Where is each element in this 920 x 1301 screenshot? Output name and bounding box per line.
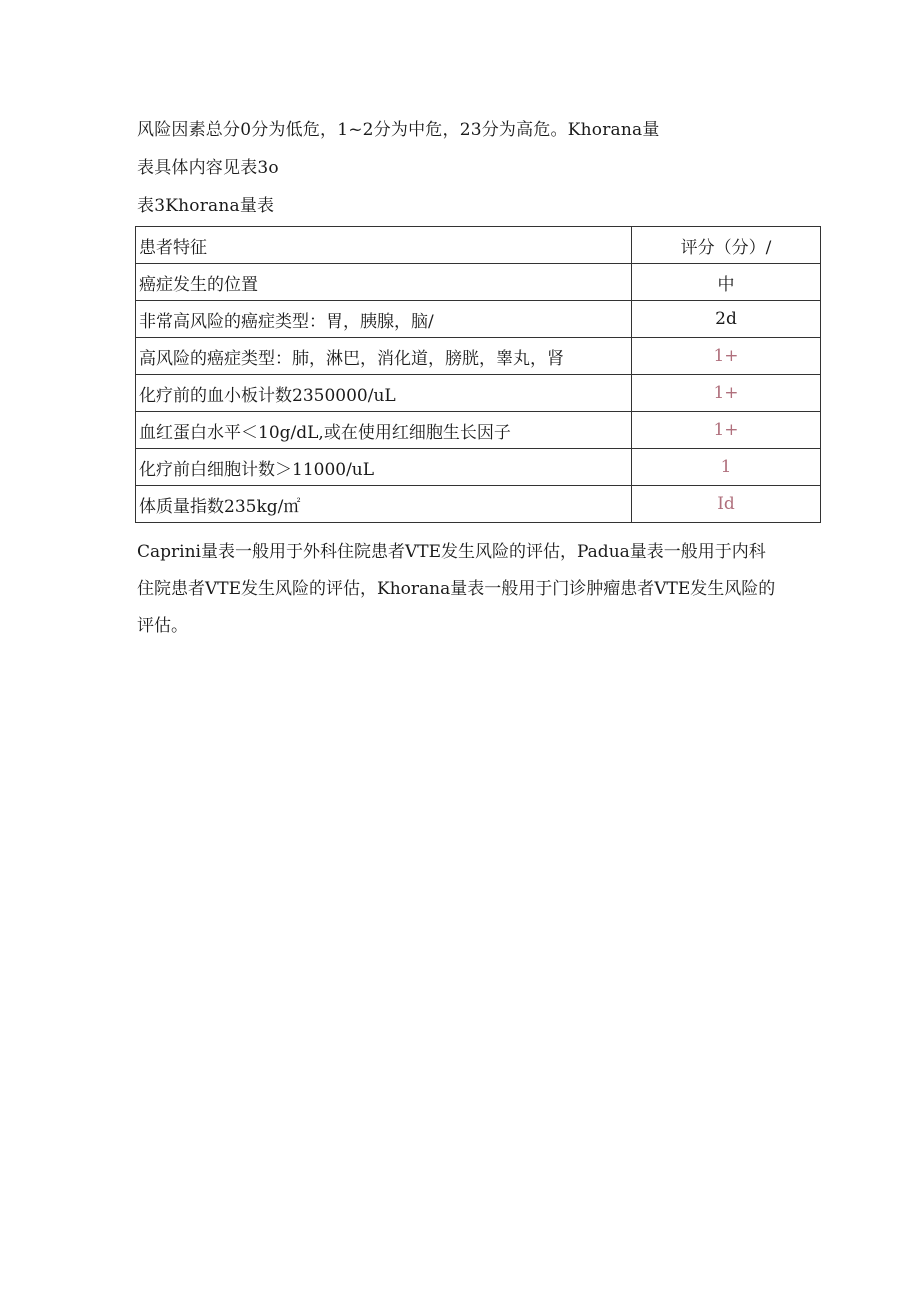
feature-cell: 化疗前白细胞计数＞11000/uL xyxy=(136,449,632,486)
score-cell: 中 xyxy=(632,264,821,301)
feature-cell: 癌症发生的位置 xyxy=(136,264,632,301)
table-row xyxy=(136,449,821,486)
header-score-cell: 评分（分）/ xyxy=(632,227,821,264)
table-caption: 表3Khorana量表 xyxy=(137,196,275,216)
table-row xyxy=(136,486,821,523)
table-row xyxy=(136,301,821,338)
score-cell: Id xyxy=(632,486,821,523)
score-cell: 1+ xyxy=(632,338,821,375)
score-cell: 1 xyxy=(632,449,821,486)
header-feature-cell: 患者特征 xyxy=(136,227,632,264)
table-row xyxy=(136,264,821,301)
feature-cell: 血红蛋白水平＜10g/dL,或在使用红细胞生长因子 xyxy=(136,412,632,449)
feature-cell: 高风险的癌症类型：肺，淋巴，消化道，膀胱，睾丸，肾 xyxy=(136,338,632,375)
score-cell: 2d xyxy=(632,301,821,338)
closing-paragraph xyxy=(137,534,827,645)
table-row xyxy=(136,412,821,449)
table-row xyxy=(136,338,821,375)
closing-line-2: 住院患者VTE发生风险的评估，Khorana量表一般用于门诊肿瘤患者VTE发生风险的 xyxy=(137,579,776,599)
feature-cell: 化疗前的血小板计数2350000/uL xyxy=(136,375,632,412)
score-cell: 1+ xyxy=(632,412,821,449)
table-row xyxy=(136,375,821,412)
closing-line-1: Caprini量表一般用于外科住院患者VTE发生风险的评估，Padua量表一般用于内科 xyxy=(137,542,766,562)
closing-line-3: 评估。 xyxy=(137,616,188,636)
feature-cell: 非常高风险的癌症类型：胃，胰腺，脑/ xyxy=(136,301,632,338)
feature-cell: 体质量指数235kg/㎡ xyxy=(136,486,632,523)
intro-line-2: 表具体内容见表3o xyxy=(137,158,279,178)
table-header-row xyxy=(136,227,821,264)
intro-line-1: 风险因素总分0分为低危，1~2分为中危，23分为高危。Khorana量 xyxy=(137,120,660,140)
score-cell: 1+ xyxy=(632,375,821,412)
khorana-table xyxy=(135,226,821,523)
